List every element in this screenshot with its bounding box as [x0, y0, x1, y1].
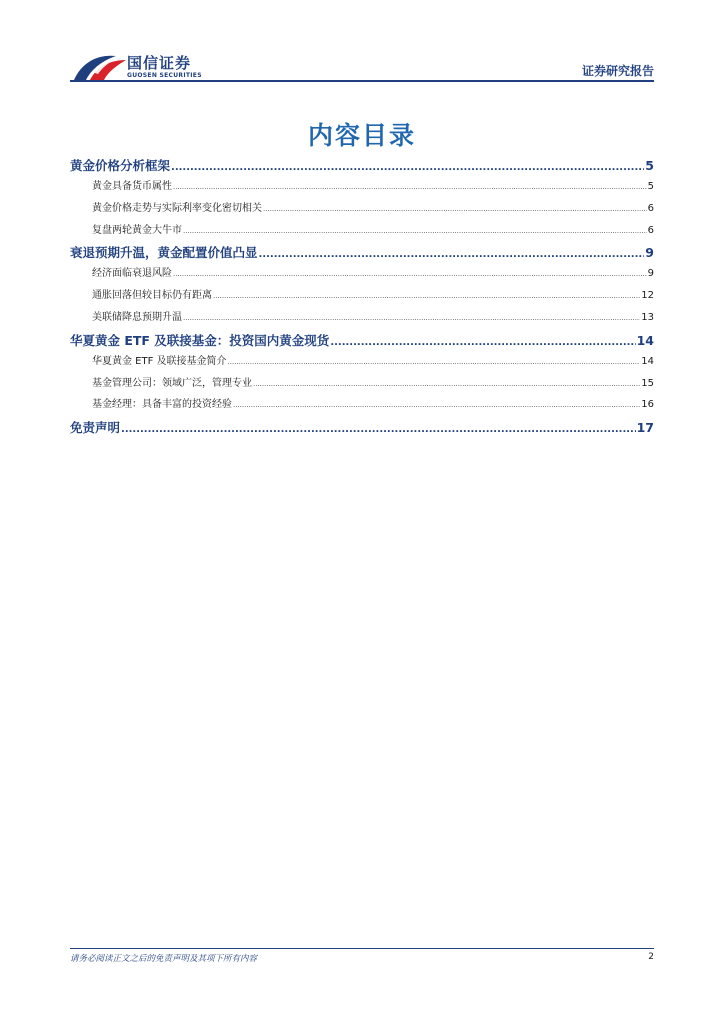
toc-subsection-entry[interactable] [70, 394, 654, 416]
toc-entry-text: 黄金价格分析框架 [70, 158, 171, 173]
toc-subsection-entry[interactable] [70, 176, 654, 198]
toc-dot-leader [173, 263, 647, 286]
toc-section-entry[interactable] [70, 330, 654, 351]
toc-entry-text: 衰退预期升温，黄金配置价值凸显 [70, 245, 258, 261]
toc-section-entry[interactable] [70, 155, 654, 176]
page-header [0, 0, 724, 90]
toc-page-number: 14 [636, 332, 654, 348]
page-number: 2 [648, 952, 654, 962]
toc-page-number: 9 [647, 268, 654, 280]
toc-dot-leader [259, 242, 645, 265]
toc-dot-leader [228, 351, 641, 374]
toc-dot-leader [330, 330, 635, 353]
toc-entry-text: 美联储降息预期升温 [92, 311, 182, 323]
toc-subsection-entry[interactable] [70, 263, 654, 285]
toc-entry-text: 基金管理公司：领域广泛，管理专业 [92, 377, 252, 389]
toc-entry-text: 华夏黄金 ETF 及联接基金简介 [92, 355, 227, 367]
toc-dot-leader [183, 307, 640, 330]
toc-dot-leader [233, 394, 640, 417]
toc-page-number: 14 [641, 355, 654, 367]
toc-entry-text: 经济面临衰退风险 [92, 268, 172, 280]
disclaimer-note: 请务必阅读正文之后的免责声明及其项下所有内容 [70, 954, 258, 964]
toc-subsection-entry[interactable] [70, 307, 654, 329]
table-of-contents [70, 154, 654, 438]
guosen-logo-icon [72, 50, 132, 84]
toc-dot-leader [173, 176, 647, 199]
toc-subsection-entry[interactable] [70, 198, 654, 220]
brand-name-cn: 国信证券 [127, 54, 192, 72]
toc-page-number: 9 [645, 245, 654, 261]
toc-entry-text: 复盘两轮黄金大牛市 [92, 224, 182, 236]
toc-entry-text: 黄金具备货币属性 [92, 181, 172, 192]
brand-name-en: GUOSEN SECURITIES [127, 72, 202, 79]
toc-dot-leader [183, 220, 647, 243]
toc-page-number: 5 [647, 181, 654, 192]
toc-subsection-entry[interactable] [70, 220, 654, 242]
toc-entry-text: 通胀回落但较目标仍有距离 [92, 290, 212, 302]
toc-subsection-entry[interactable] [70, 351, 654, 373]
toc-page-number: 16 [641, 399, 654, 411]
toc-subsection-entry[interactable] [70, 373, 654, 395]
toc-page-number: 5 [645, 158, 654, 173]
toc-dot-leader [253, 373, 640, 396]
header-divider [70, 80, 654, 82]
toc-dot-leader [121, 417, 636, 440]
toc-page-number: 15 [641, 377, 654, 389]
toc-entry-text: 黄金价格走势与实际利率变化密切相关 [92, 202, 262, 214]
toc-dot-leader [171, 155, 644, 178]
toc-title: 内容目录 [307, 121, 416, 150]
toc-dot-leader [213, 285, 640, 308]
toc-page-number: 17 [636, 420, 654, 436]
toc-page-number: 13 [641, 311, 654, 323]
toc-section-entry[interactable] [70, 417, 654, 438]
toc-dot-leader [263, 198, 647, 221]
toc-entry-text: 华夏黄金 ETF 及联接基金：投资国内黄金现货 [70, 332, 330, 348]
toc-entry-text: 免责声明 [70, 420, 121, 436]
toc-page-number: 12 [641, 290, 654, 302]
toc-section-entry[interactable] [70, 242, 654, 263]
toc-page-number: 6 [647, 202, 654, 214]
report-type-label: 证券研究报告 [581, 64, 654, 78]
footer-divider [70, 948, 654, 949]
toc-subsection-entry[interactable] [70, 285, 654, 307]
toc-entry-text: 基金经理：具备丰富的投资经验 [92, 399, 232, 411]
toc-page-number: 6 [647, 224, 654, 236]
